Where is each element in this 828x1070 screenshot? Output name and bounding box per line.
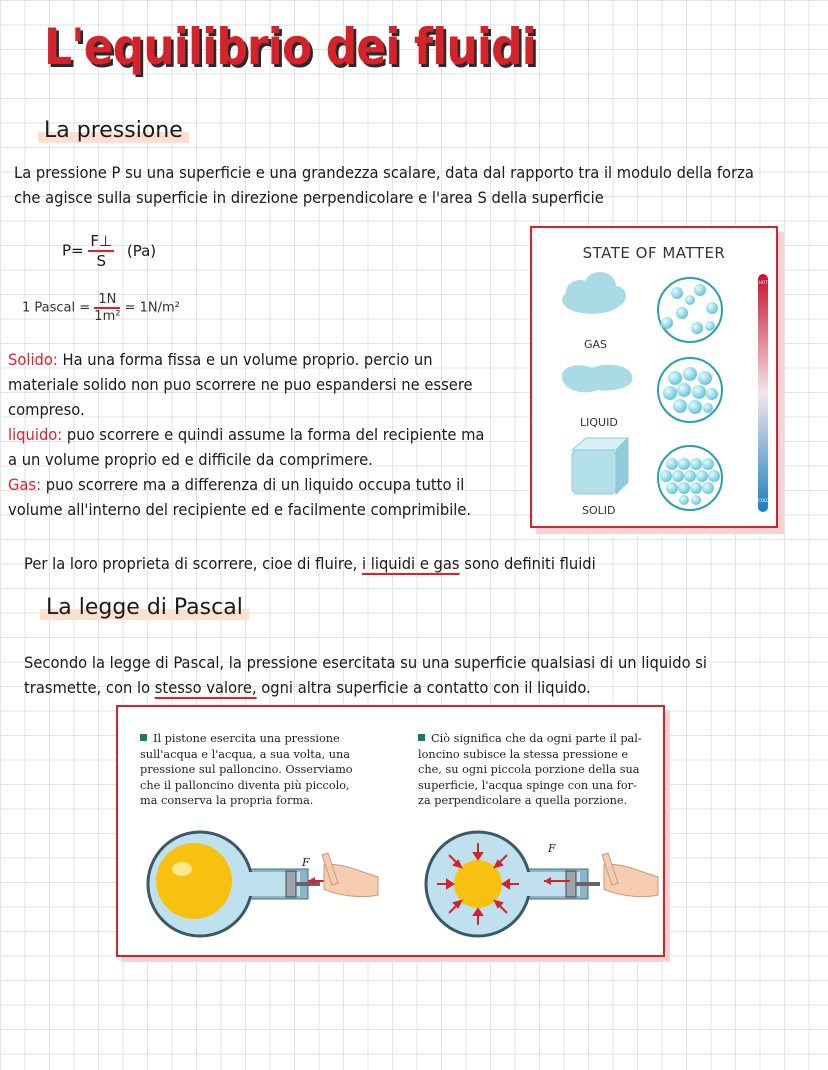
gas-label: GAS <box>584 338 608 351</box>
gas-particles-icon <box>658 278 722 342</box>
liquid-label: LIQUID <box>580 416 618 429</box>
liquido-term: liquido: <box>8 425 63 444</box>
right-caption: Ciò significa che da ogni parte il pal- loncino subisce la stessa pressione e che, su ogni piccola porzione della sua superficie, l'acqua spinge con una for- za perpendicolare a quella porzione. <box>418 732 642 807</box>
left-caption: Il pistone esercita una pressione sull'acqua e l'acqua, a sua volta, una pressione sul palloncino. Osserviamo che il palloncino diventa più piccolo, ma conserva la propria forma. <box>140 732 353 807</box>
bullet-icon <box>140 734 147 741</box>
force-label-right: F <box>548 842 556 855</box>
balloon-compressed-illustration <box>138 825 388 945</box>
intro-text: La pressione P su una superficie e una grandezza scalare, data dal rapporto tra il modulo della forza che agisce sulla superficie in direzione perpendicolare e l'area S della superficie <box>14 163 754 207</box>
gas-term: Gas: <box>8 475 42 494</box>
formula-pressure: P= $\frac{F\perp}{S}$ (Pa) <box>62 232 157 270</box>
solido-term: Solido: <box>8 350 58 369</box>
pascal-illustration-box <box>116 705 665 957</box>
solid-cube-icon <box>572 438 628 494</box>
card-title: STATE OF MATTER <box>582 244 726 262</box>
liquid-particles-icon <box>658 358 722 422</box>
bullet-icon <box>418 734 425 741</box>
liquid-puddle-icon <box>562 365 633 393</box>
cold-label: COLD <box>758 498 770 503</box>
states-text: Solido: Ha una forma fissa e un volume proprio. percio un materiale solido non puo scorrere ne puo espandersi ne essere compreso. liquido: puo scorrere e quindi assume la forma del recipiente ma a un volume proprio ed e difficile da comprimere. Gas: puo scorrere ma a differenza di un liquido occupa tutto il volume all'interno del recipiente ed e facilmente comprimibile. <box>8 350 485 519</box>
formula-pascal: 1 Pascal = $\frac{1N}{\text{1m²}}$ = 1N/m² <box>22 292 180 324</box>
solid-label: SOLID <box>582 504 616 517</box>
state-of-matter-illustration <box>532 228 776 526</box>
balloon-pressure-arrows-illustration <box>418 825 668 945</box>
state-of-matter-card <box>530 226 778 528</box>
force-label-left: F <box>302 856 310 869</box>
gas-cloud-icon <box>562 272 626 314</box>
hot-label: HOT <box>759 280 768 285</box>
pascal-text: Secondo la legge di Pascal, la pressione esercitata su una superficie qualsiasi di un liquido si trasmette, con lo stesso valore, ogni altra superficie a contatto con il liquido. <box>24 653 708 697</box>
fluidi-text: Per la loro proprieta di scorrere, cioe di fluire, i liquidi e gas sono definiti fluidi <box>24 554 596 573</box>
solid-particles-icon <box>658 446 722 510</box>
page-title: L'equilibrio dei fluidi <box>44 18 536 76</box>
temperature-bar <box>758 274 768 512</box>
heading-pascal: La legge di Pascal <box>40 597 249 619</box>
heading-pressione: La pressione <box>38 120 189 142</box>
